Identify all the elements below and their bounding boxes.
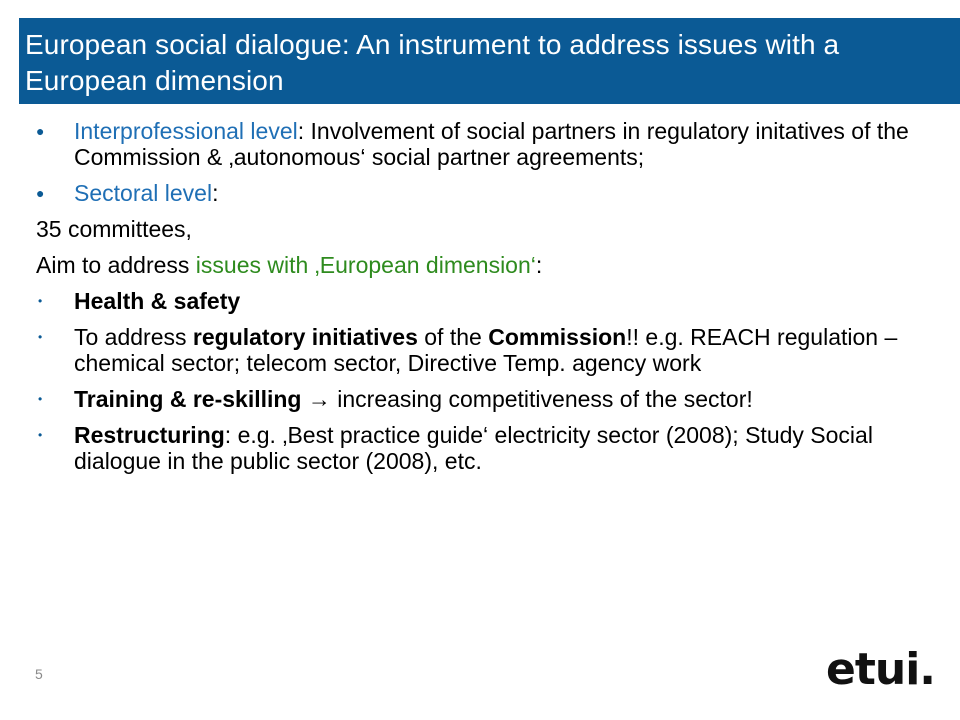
training-text: increasing competitiveness of the sector! bbox=[330, 386, 753, 412]
bullet-sectoral bbox=[36, 180, 936, 206]
sub-bullet-regulatory bbox=[36, 324, 936, 376]
aim-text: Aim to address bbox=[36, 252, 196, 278]
restructuring-text: : e.g. ‚Best practice guide‘ electricity sector (2008); Study Social dialogue in the public sector (2008), etc. bbox=[74, 422, 873, 474]
title-bar bbox=[19, 18, 960, 104]
aim-line bbox=[36, 252, 936, 278]
sectoral-colon: : bbox=[212, 180, 219, 206]
sectoral-label: Sectoral level bbox=[74, 180, 213, 206]
aim-colon: : bbox=[535, 252, 543, 278]
page-number: 5 bbox=[35, 666, 43, 682]
regulatory-text-1: To address bbox=[74, 324, 193, 350]
restructuring-bold: Restructuring bbox=[74, 422, 225, 448]
sub-bullet-icon: • bbox=[38, 330, 43, 344]
sub-bullet-icon: • bbox=[38, 392, 43, 406]
arrow-right-icon: → bbox=[307, 386, 331, 412]
sub-bullet-training bbox=[36, 386, 936, 412]
regulatory-bold-1: regulatory initiatives bbox=[192, 324, 418, 350]
regulatory-bold-2: Commission bbox=[488, 324, 627, 350]
bullet-interprofessional bbox=[36, 118, 936, 170]
interprofessional-text: : Involvement of social partners in regulatory initatives of the Commission & ‚autonomous‘ social partner agreements; bbox=[74, 118, 909, 170]
regulatory-text-3: !! e.g. REACH regulation – chemical sector; telecom sector, Directive Temp. agency work bbox=[74, 324, 898, 376]
regulatory-text-2: of the bbox=[417, 324, 489, 350]
sub-bullet-health bbox=[36, 288, 936, 314]
health-safety-text: Health & safety bbox=[74, 288, 241, 314]
bullet-dot-icon: ● bbox=[36, 123, 45, 139]
etui-logo: etui. bbox=[826, 644, 935, 695]
sub-bullet-icon: • bbox=[38, 294, 43, 308]
sub-bullet-icon: • bbox=[38, 428, 43, 442]
slide-content bbox=[36, 118, 936, 474]
sub-bullet-restructuring bbox=[36, 422, 936, 474]
aim-highlight: issues with ‚European dimension‘ bbox=[195, 252, 536, 278]
bullet-dot-icon: ● bbox=[36, 185, 45, 201]
interprofessional-label: Interprofessional level bbox=[74, 118, 298, 144]
committees-line: 35 committees, bbox=[36, 216, 192, 242]
slide-title: European social dialogue: An instrument to address issues with a European dimension bbox=[25, 29, 840, 96]
training-bold: Training & re-skilling bbox=[74, 386, 302, 412]
